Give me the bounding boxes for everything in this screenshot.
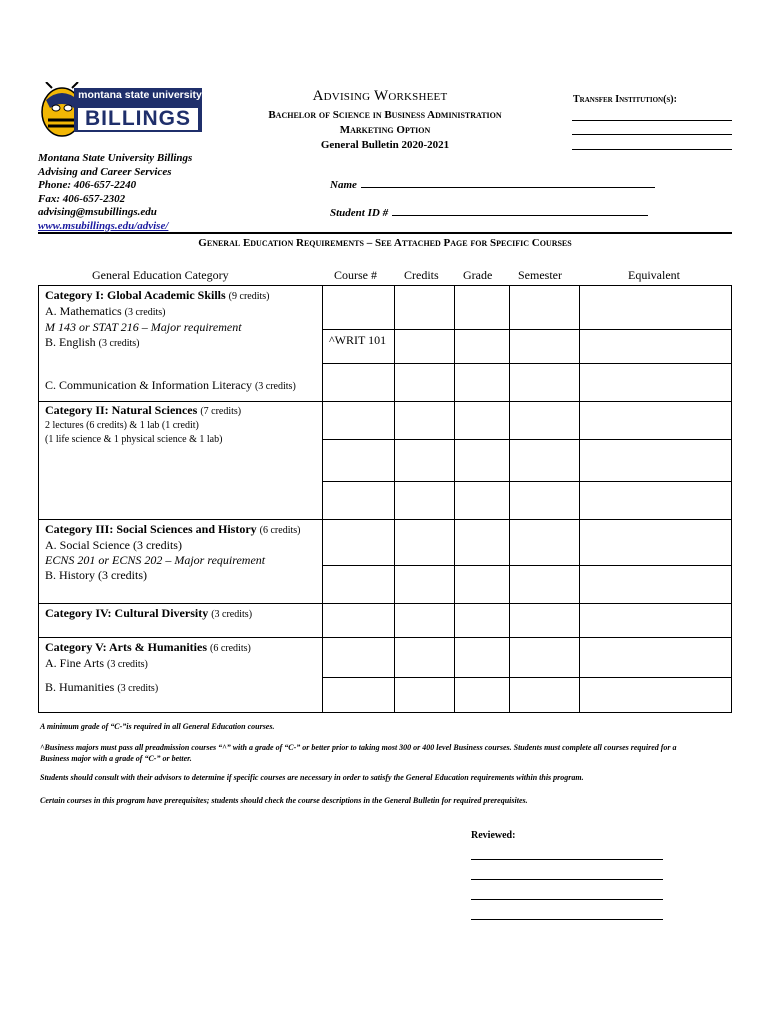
category-4-cell bbox=[39, 604, 323, 638]
category-3-title: Category III: Social Sciences and History bbox=[45, 522, 257, 536]
student-id-label: Student ID # bbox=[330, 207, 389, 219]
course-cell[interactable] bbox=[323, 638, 395, 678]
reviewed-line-4[interactable] bbox=[471, 919, 663, 920]
grade-cell[interactable] bbox=[455, 566, 510, 604]
col-header-grade: Grade bbox=[463, 268, 493, 282]
category-2-cell bbox=[39, 402, 323, 520]
writ-101-course: ^WRIT 101 bbox=[329, 333, 387, 347]
grade-cell[interactable] bbox=[455, 520, 510, 566]
category-5b-credits: (3 credits) bbox=[117, 683, 159, 694]
semester-cell[interactable] bbox=[510, 402, 580, 440]
category-1-cell bbox=[39, 286, 323, 364]
credits-cell[interactable] bbox=[395, 678, 455, 713]
note-prerequisites: Certain courses in this program have prerequisites; students should check the course descriptions in the General Bulletin for required prerequisites. bbox=[40, 796, 528, 805]
category-5-title: Category V: Arts & Humanities bbox=[45, 640, 207, 654]
course-cell[interactable] bbox=[323, 402, 395, 440]
econ-requirement: ECNS 201 or ECNS 202 – Major requirement bbox=[45, 553, 266, 567]
grade-cell[interactable] bbox=[455, 330, 510, 364]
math-requirement: M 143 or STAT 216 – Major requirement bbox=[45, 320, 242, 334]
gened-heading: General Education Requirements – See Attached Page for Specific Courses bbox=[38, 232, 732, 249]
reviewed-line-1[interactable] bbox=[471, 859, 663, 860]
table-row bbox=[39, 520, 732, 566]
category-5-cell bbox=[39, 638, 323, 713]
grade-cell[interactable] bbox=[455, 678, 510, 713]
equivalent-cell[interactable] bbox=[580, 604, 732, 638]
gened-table bbox=[38, 285, 732, 713]
degree-option: Marketing Option bbox=[339, 124, 431, 136]
credits-cell[interactable] bbox=[395, 440, 455, 482]
semester-cell[interactable] bbox=[510, 482, 580, 520]
student-id-field[interactable] bbox=[330, 206, 648, 219]
credits-cell[interactable] bbox=[395, 330, 455, 364]
note-consult-advisor: Students should consult with their advisors to determine if specific courses are necessary in order to satisfy the General Education requirements within this program. bbox=[40, 773, 584, 782]
course-cell[interactable] bbox=[323, 482, 395, 520]
category-5a-credits: (3 credits) bbox=[107, 659, 148, 670]
equivalent-cell[interactable] bbox=[580, 482, 732, 520]
transfer-institution-line-1[interactable] bbox=[572, 120, 732, 121]
category-1-title: Category I: Global Academic Skills bbox=[45, 288, 226, 302]
grade-cell[interactable] bbox=[455, 440, 510, 482]
bulletin-year: General Bulletin 2020-2021 bbox=[320, 139, 450, 151]
semester-cell[interactable] bbox=[510, 330, 580, 364]
table-row bbox=[39, 638, 732, 678]
semester-cell[interactable] bbox=[510, 678, 580, 713]
equivalent-cell[interactable] bbox=[580, 402, 732, 440]
category-1c-cell bbox=[39, 364, 323, 402]
contact-fax: Fax: 406-657-2302 bbox=[38, 192, 126, 205]
reviewed-label: Reviewed: bbox=[471, 830, 516, 841]
equivalent-cell[interactable] bbox=[580, 678, 732, 713]
category-5a-label: A. Fine Arts bbox=[45, 656, 105, 670]
note-preadmission: ^Business majors must pass all preadmission courses “^” with a grade of “C-” or better prior to taking most 300 or 400 level Business courses. Students must complete all courses required for a Business major with a grade of “C-” or better. bbox=[40, 743, 677, 763]
course-cell[interactable] bbox=[323, 678, 395, 713]
category-1c-label: C. Communication & Information Literacy bbox=[45, 377, 252, 392]
semester-cell[interactable] bbox=[510, 638, 580, 678]
semester-cell[interactable] bbox=[510, 520, 580, 566]
credits-cell[interactable] bbox=[395, 482, 455, 520]
category-2-credits: (7 credits) bbox=[200, 406, 242, 417]
table-row bbox=[39, 604, 732, 638]
category-5-credits: (6 credits) bbox=[210, 643, 251, 654]
category-3a-label: A. Social Science (3 credits) bbox=[45, 538, 182, 552]
equivalent-cell[interactable] bbox=[580, 286, 732, 330]
grade-cell[interactable] bbox=[455, 482, 510, 520]
student-name-label: Name bbox=[330, 179, 357, 191]
category-2-title: Category II: Natural Sciences bbox=[45, 403, 198, 417]
table-row bbox=[39, 402, 732, 440]
credits-cell[interactable] bbox=[395, 402, 455, 440]
semester-cell[interactable] bbox=[510, 286, 580, 330]
credits-cell[interactable] bbox=[395, 638, 455, 678]
contact-email: advising@msubillings.edu bbox=[38, 206, 157, 218]
transfer-institution-line-3[interactable] bbox=[572, 149, 732, 150]
degree-name: Bachelor of Science in Business Administration bbox=[268, 109, 502, 121]
category-1b-label: B. English bbox=[45, 335, 96, 349]
contact-url-link[interactable]: www.msubillings.edu/advise/ bbox=[38, 219, 169, 232]
course-cell[interactable] bbox=[323, 364, 395, 402]
course-cell[interactable] bbox=[323, 566, 395, 604]
student-name-field[interactable] bbox=[330, 178, 655, 191]
equivalent-cell[interactable] bbox=[580, 330, 732, 364]
course-cell[interactable] bbox=[323, 520, 395, 566]
contact-phone: Phone: 406-657-2240 bbox=[38, 179, 137, 191]
category-3-cell bbox=[39, 520, 323, 604]
grade-cell[interactable] bbox=[455, 364, 510, 402]
category-3b-label: B. History (3 credits) bbox=[45, 568, 147, 582]
category-1a-credits: (3 credits) bbox=[124, 307, 166, 318]
contact-org: Montana State University Billings bbox=[38, 152, 193, 164]
student-name-line[interactable] bbox=[361, 178, 655, 188]
category-1c-credits: (3 credits) bbox=[254, 380, 296, 392]
category-3-credits: (6 credits) bbox=[259, 525, 301, 536]
category-4-title: Category IV: Cultural Diversity bbox=[45, 606, 209, 620]
category-2-line2: (1 life science & 1 physical science & 1 lab) bbox=[45, 434, 223, 445]
category-1b-credits: (3 credits) bbox=[98, 338, 140, 349]
worksheet-title: Advising Worksheet bbox=[312, 88, 448, 104]
contact-block bbox=[38, 152, 192, 233]
table-row bbox=[39, 364, 732, 402]
col-header-category: General Education Category bbox=[92, 268, 229, 282]
logo-university-text: montana state university bbox=[78, 89, 202, 101]
col-header-semester: Semester bbox=[518, 268, 562, 282]
grade-cell[interactable] bbox=[455, 638, 510, 678]
course-cell[interactable] bbox=[323, 604, 395, 638]
credits-cell[interactable] bbox=[395, 604, 455, 638]
credits-cell[interactable] bbox=[395, 520, 455, 566]
transfer-institution-line-2[interactable] bbox=[572, 134, 732, 135]
col-header-credits: Credits bbox=[404, 268, 439, 282]
student-id-line[interactable] bbox=[392, 206, 648, 216]
category-5b-label: B. Humanities bbox=[45, 680, 115, 694]
table-row bbox=[39, 286, 732, 330]
grade-cell[interactable] bbox=[455, 286, 510, 330]
grade-cell[interactable] bbox=[455, 402, 510, 440]
note-min-grade: A minimum grade of “C-”is required in all General Education courses. bbox=[40, 722, 275, 731]
course-cell[interactable] bbox=[323, 330, 395, 364]
equivalent-cell[interactable] bbox=[580, 566, 732, 604]
course-cell[interactable] bbox=[323, 286, 395, 330]
equivalent-cell[interactable] bbox=[580, 520, 732, 566]
col-header-equivalent: Equivalent bbox=[628, 268, 680, 282]
semester-cell[interactable] bbox=[510, 566, 580, 604]
credits-cell[interactable] bbox=[395, 364, 455, 402]
logo-billings-text: BILLINGS bbox=[85, 107, 191, 130]
semester-cell[interactable] bbox=[510, 364, 580, 402]
category-2-line1: 2 lectures (6 credits) & 1 lab (1 credit) bbox=[45, 420, 199, 431]
category-4-credits: (3 credits) bbox=[211, 609, 253, 620]
equivalent-cell[interactable] bbox=[580, 364, 732, 402]
credits-cell[interactable] bbox=[395, 286, 455, 330]
reviewed-line-2[interactable] bbox=[471, 879, 663, 880]
reviewed-line-3[interactable] bbox=[471, 899, 663, 900]
grade-cell[interactable] bbox=[455, 604, 510, 638]
category-1-credits: (9 credits) bbox=[228, 291, 270, 302]
col-header-course: Course # bbox=[334, 268, 377, 282]
semester-cell[interactable] bbox=[510, 440, 580, 482]
equivalent-cell[interactable] bbox=[580, 440, 732, 482]
equivalent-cell[interactable] bbox=[580, 638, 732, 678]
contact-dept: Advising and Career Services bbox=[38, 165, 172, 178]
transfer-institution-label: Transfer Institution(s): bbox=[573, 94, 677, 105]
category-1a-label: A. Mathematics bbox=[45, 304, 122, 318]
semester-cell[interactable] bbox=[510, 604, 580, 638]
course-cell[interactable] bbox=[323, 440, 395, 482]
credits-cell[interactable] bbox=[395, 566, 455, 604]
